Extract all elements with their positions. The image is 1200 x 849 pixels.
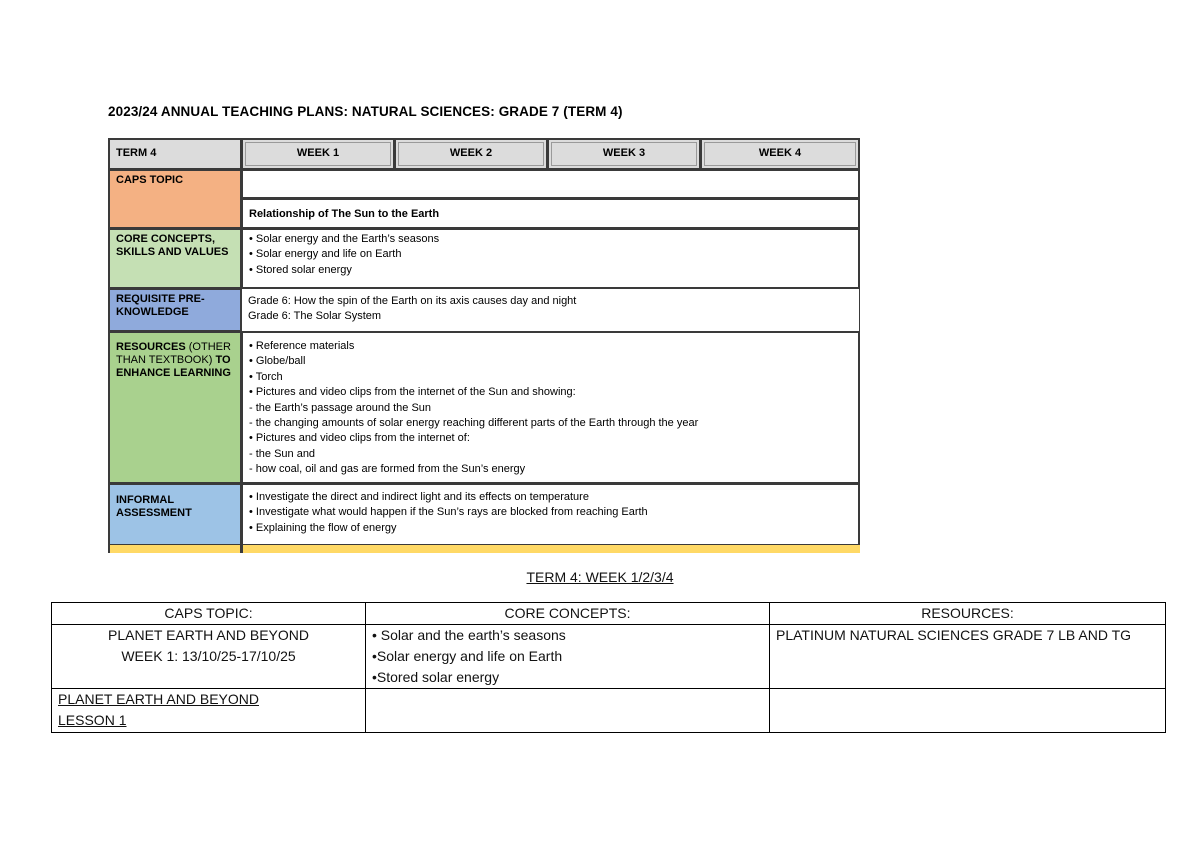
topic-cell <box>52 625 366 689</box>
resources-label <box>108 331 242 484</box>
caps-topic-value <box>241 198 860 229</box>
resources-cell: PLATINUM NATURAL SCIENCES GRADE 7 LB AND TG <box>770 625 1166 689</box>
list-item: Grade 6: The Solar System <box>248 310 382 323</box>
teaching-plan-grid <box>108 138 860 553</box>
list-item: • Pictures and video clips from the internet of the Sun and showing: <box>249 386 576 399</box>
concepts-cell <box>366 625 770 689</box>
term-heading: TERM 4: WEEK 1/2/3/4 <box>526 569 674 585</box>
table-row <box>52 689 1166 733</box>
assessment-label-text: INFORMAL ASSESSMENT <box>116 494 192 519</box>
resources-label-bold-2: TO ENHANCE LEARNING <box>116 354 231 379</box>
caps-topic-label <box>108 169 242 229</box>
list-item: Grade 6: How the spin of the Earth on its axis causes day and night <box>248 295 577 307</box>
list-item: • Solar and the earth’s seasons <box>372 627 566 643</box>
list-item: • Investigate what would happen if the Sun’s rays are blocked from reaching Earth <box>249 506 648 519</box>
list-item: • Pictures and video clips from the internet of: <box>249 432 470 445</box>
list-item: • Solar energy and life on Earth <box>249 248 402 261</box>
list-item: - the changing amounts of solar energy reaching different parts of the Earth through the year <box>249 417 699 430</box>
lesson-number: LESSON 1 <box>58 712 127 728</box>
resources-list <box>241 331 860 484</box>
prereq-list <box>241 288 860 332</box>
column-header-resources: RESOURCES: <box>770 603 1166 625</box>
caps-topic-blank-cell <box>241 169 860 199</box>
list-item: • Stored solar energy <box>249 263 352 276</box>
document-title: 2023/24 ANNUAL TEACHING PLANS: NATURAL SCIENCES: GRADE 7 (TERM 4) <box>108 104 623 119</box>
list-item: - the Sun and <box>249 447 316 460</box>
lesson-cell <box>52 689 366 733</box>
week-dates: WEEK 1: 13/10/25-17/10/25 <box>121 648 296 664</box>
core-concepts-list <box>241 228 860 289</box>
prereq-label-text: REQUISITE PRE-KNOWLEDGE <box>116 293 205 318</box>
empty-cell <box>366 689 770 733</box>
lesson-topic: PLANET EARTH AND BEYOND <box>58 691 259 707</box>
list-item: •Stored solar energy <box>372 669 500 685</box>
caps-topic-value-text: Relationship of The Sun to the Earth <box>249 208 440 220</box>
resources-label-normal: (OTHER THAN TEXTBOOK) <box>116 341 231 366</box>
list-item: • Globe/ball <box>249 355 306 368</box>
assessment-label <box>108 483 242 546</box>
list-item: - how coal, oil and gas are formed from the Sun’s energy <box>249 463 526 476</box>
core-concepts-label <box>108 228 242 289</box>
column-header-core-concepts: CORE CONCEPTS: <box>366 603 770 625</box>
header-week-1: WEEK 1 <box>241 138 395 170</box>
topic-name: PLANET EARTH AND BEYOND <box>108 627 309 643</box>
bottom-strip-content <box>241 545 860 553</box>
column-header-caps-topic: CAPS TOPIC: <box>52 603 366 625</box>
lesson-table <box>51 602 1166 733</box>
header-week-4: WEEK 4 <box>700 138 860 170</box>
empty-cell <box>770 689 1166 733</box>
caps-topic-label-text: CAPS TOPIC <box>116 174 184 186</box>
table-row <box>52 625 1166 689</box>
list-item: • Torch <box>249 370 283 383</box>
header-term: TERM 4 <box>108 138 242 170</box>
table-header-row <box>52 603 1166 625</box>
resources-label-bold: RESOURCES <box>116 341 186 353</box>
list-item: • Reference materials <box>249 340 355 352</box>
list-item: • Solar energy and the Earth’s seasons <box>249 233 440 245</box>
core-concepts-label-text: CORE CONCEPTS, SKILLS AND VALUES <box>116 233 229 258</box>
list-item: - the Earth’s passage around the Sun <box>249 401 432 414</box>
list-item: •Solar energy and life on Earth <box>372 648 563 664</box>
prereq-label <box>108 288 242 332</box>
list-item: • Investigate the direct and indirect light and its effects on temperature <box>249 491 589 503</box>
bottom-strip-label <box>108 545 242 553</box>
list-item: • Explaining the flow of energy <box>249 521 397 534</box>
header-week-3: WEEK 3 <box>547 138 701 170</box>
header-week-2: WEEK 2 <box>394 138 548 170</box>
assessment-list <box>241 483 860 546</box>
